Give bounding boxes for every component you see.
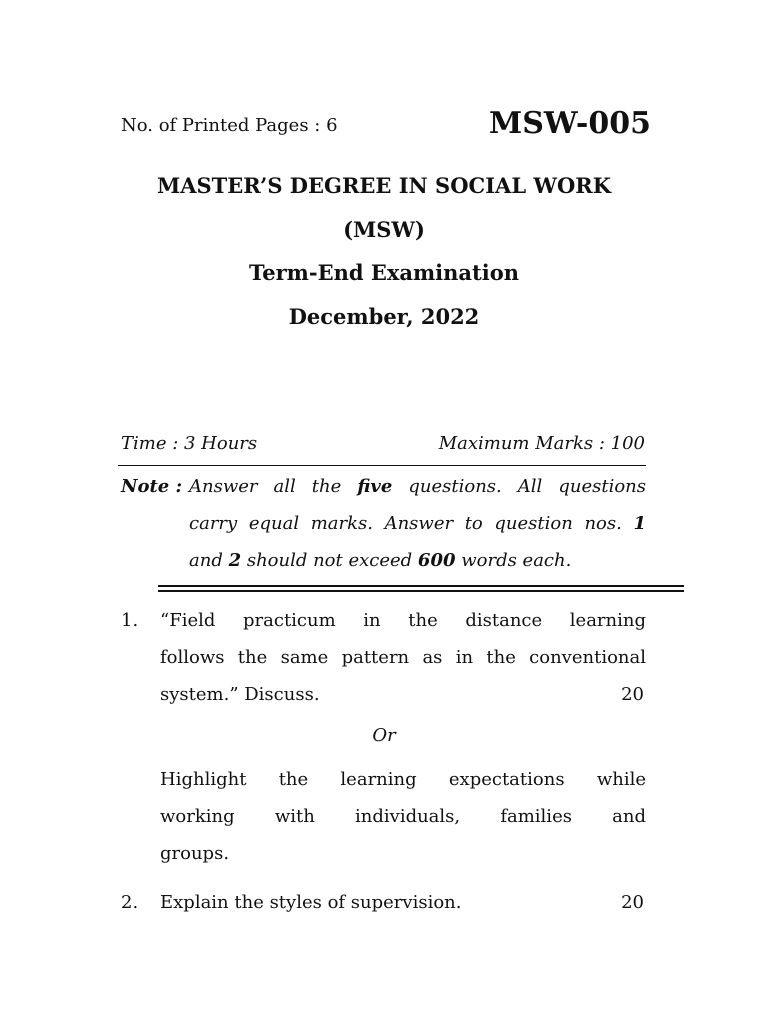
- question-1-alt-line-1: Highlight the learning expectations while: [160, 769, 646, 790]
- note-line-3: and 2 should not exceed 600 words each.: [189, 550, 572, 571]
- double-rule-top: [158, 585, 684, 587]
- note-label: Note :: [121, 476, 183, 497]
- or-separator: Or: [372, 725, 396, 746]
- maximum-marks: Maximum Marks : 100: [438, 433, 645, 454]
- question-2-number: 2.: [121, 892, 139, 913]
- question-1-alt-line-2: working with individuals, families and: [160, 806, 646, 827]
- question-1-marks: 20: [621, 684, 644, 705]
- question-1-line-1: “Field practicum in the distance learning: [160, 610, 646, 631]
- exam-name: Term-End Examination: [248, 260, 519, 285]
- question-1-alt-line-3: groups.: [160, 843, 230, 864]
- printed-pages-label: No. of Printed Pages : 6: [121, 115, 338, 136]
- paper-code: MSW-005: [489, 106, 651, 141]
- question-2-marks: 20: [621, 892, 644, 913]
- question-1-line-3: system.” Discuss.: [160, 684, 320, 705]
- note-line-1: Answer all the five questions. All questions: [189, 476, 646, 497]
- time-allowed: Time : 3 Hours: [121, 433, 258, 454]
- question-2-line-1: Explain the styles of supervision.: [160, 892, 462, 913]
- exam-date: December, 2022: [288, 304, 480, 329]
- degree-abbreviation: (MSW): [343, 217, 425, 242]
- header-divider: [118, 465, 646, 466]
- double-rule-bottom: [158, 590, 684, 592]
- question-1-line-2: follows the same pattern as in the conventional: [160, 647, 646, 668]
- degree-title: MASTER’S DEGREE IN SOCIAL WORK: [156, 173, 612, 198]
- note-line-2: carry equal marks. Answer to question nos. 1: [189, 513, 646, 534]
- question-1-number: 1.: [121, 610, 139, 631]
